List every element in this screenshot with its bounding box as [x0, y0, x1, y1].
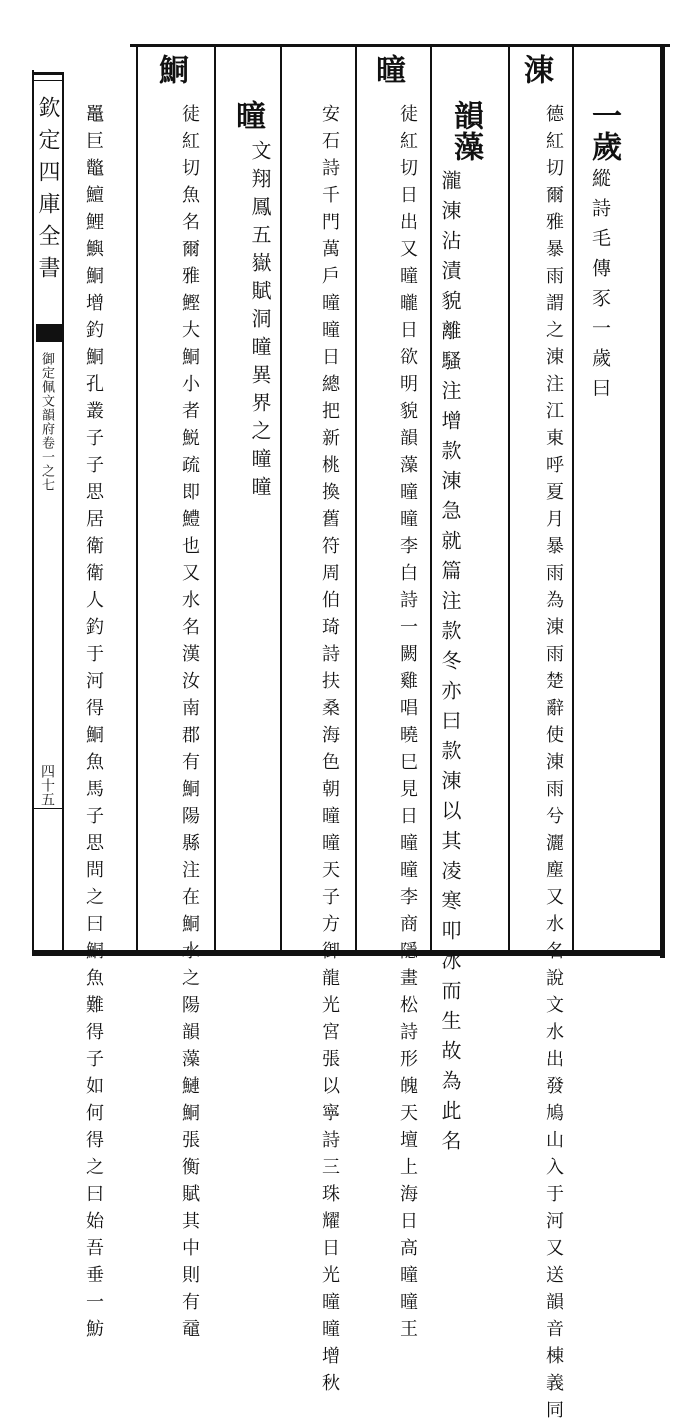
- entry-head: 鮦: [153, 54, 188, 85]
- entry-head: 曈: [370, 54, 405, 85]
- entry-text: 德紅切爾雅暴雨謂之涷注江東呼夏月暴雨為涷雨楚辭使涷雨兮灑塵又水名說文水出發鳩山入于河又送韻音棟義同: [543, 104, 564, 1427]
- gutter-top-border: [32, 72, 64, 75]
- column-separator: [508, 44, 510, 950]
- entry-text: 安石詩千門萬戶曈曈日總把新桃換舊符周伯琦詩扶桑海色朝曈曈天子方御龍光宮張以寧詩三珠耀日光曈曈增秋: [319, 104, 340, 1400]
- entry-head: 一歲: [586, 100, 621, 162]
- frame-top-border: [130, 44, 670, 47]
- gutter-top-rule: [32, 80, 64, 81]
- gutter-divider: [62, 72, 64, 952]
- frame-left-border: [32, 70, 34, 956]
- frame-bottom-border: [32, 950, 665, 956]
- column-separator: [430, 44, 432, 950]
- entry-text: 瀧涷沾漬貌離騷注增款涷急就篇注款冬亦曰款涷以其凌寒叩冰而生故為此名: [438, 170, 462, 1160]
- column-separator: [572, 44, 574, 950]
- frame-right-border: [660, 44, 665, 958]
- entry-head: 曈: [230, 100, 265, 131]
- entry-text: 徒紅切日出又曈曨日欲明貌韻藻曈曈李白詩一闕雞唱曉巳見日曈曈李商隱畫松詩形魄天壇上海日高曈曈王: [397, 104, 418, 1346]
- column-separator: [136, 44, 138, 950]
- column-separator: [214, 44, 216, 950]
- column-separator: [355, 44, 357, 950]
- entry-text: 文翔鳳五嶽賦洞曈異界之曈曈: [248, 140, 272, 504]
- entry-text: 徒紅切魚名爾雅鰹大鮦小者鮵疏即鱧也又水名漢汝南郡有鮦陽縣注在鮦水之陽韻藻鰱鮦張衡賦其中則有黿: [179, 104, 200, 1346]
- volume-title: 御定佩文韻府卷一之七: [39, 352, 54, 492]
- fishtail-mark: [36, 324, 62, 342]
- entry-head: 涷: [518, 54, 553, 85]
- entry-text: 縱詩毛傳豕一歲曰: [589, 168, 611, 408]
- gutter-folio-rule: [34, 808, 62, 809]
- folio-number: 四十五: [39, 764, 55, 806]
- column-separator: [280, 44, 282, 950]
- entry-head: 韻藻: [448, 100, 483, 162]
- book-title: 欽定四庫全書: [35, 96, 60, 288]
- entry-text: 鼉巨鼈鱣鯉鱮鮦增釣鮦孔叢子子思居衛衛人釣于河得鮦魚馬子思問之曰鮦魚難得子如何得之曰始吾垂一魴: [83, 104, 104, 1346]
